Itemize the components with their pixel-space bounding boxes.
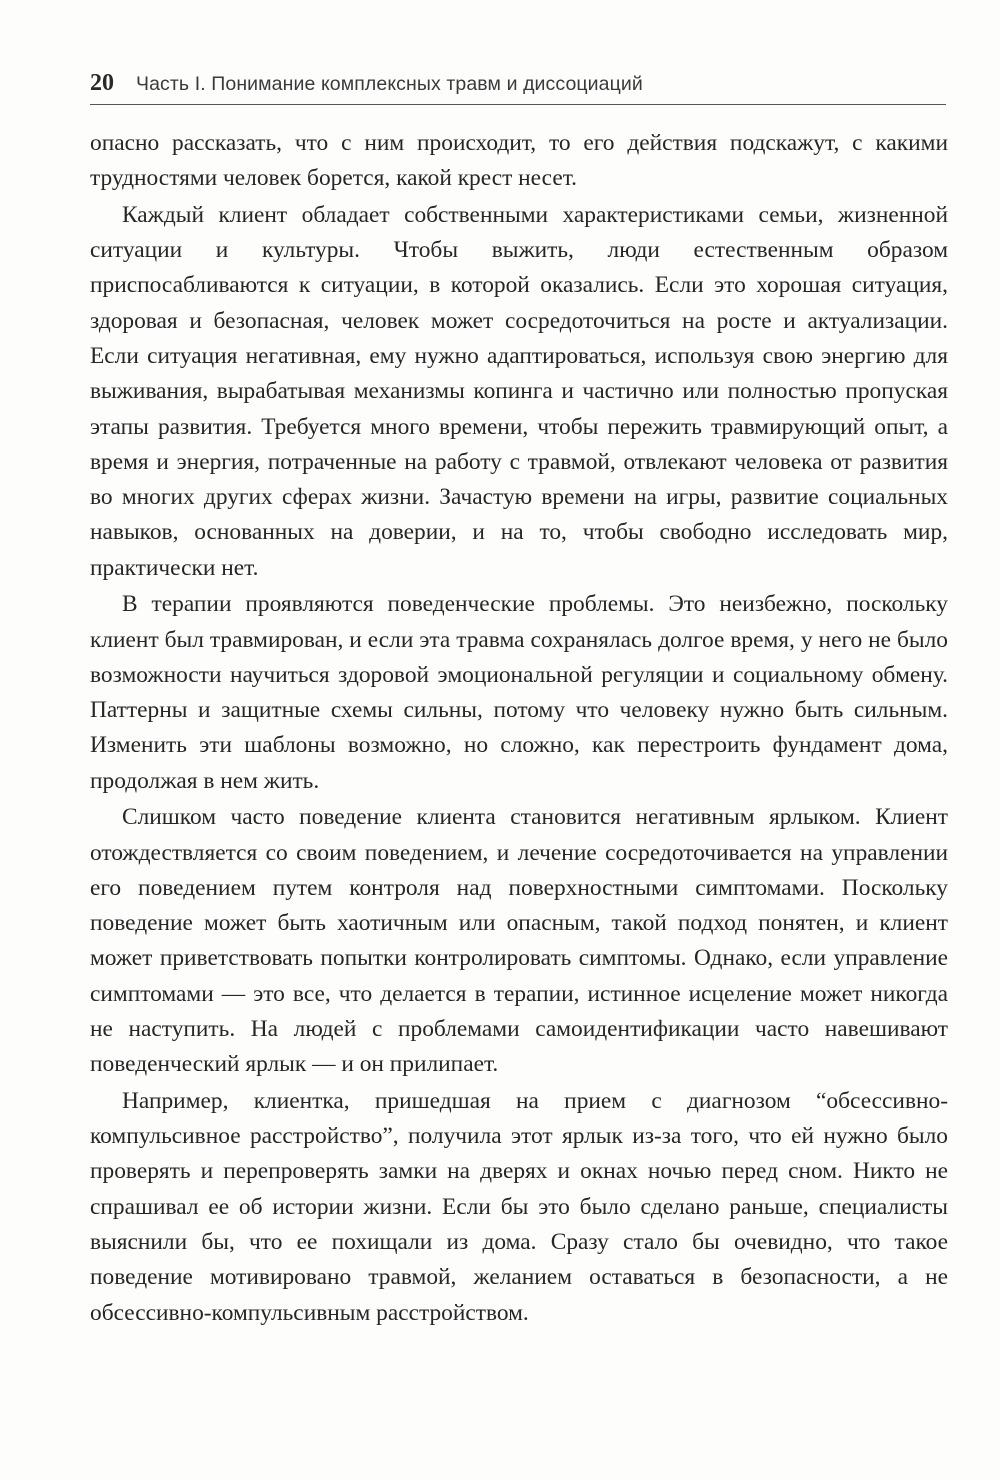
chapter-title: Часть I. Понимание комплексных травм и диссоциаций <box>136 73 643 95</box>
page-number: 20 <box>90 70 114 96</box>
paragraph: Например, клиентка, пришедшая на прием с диагнозом “обсессивно-компульсивное расстройство”, получила этот ярлык из-за того, что ей нужно было проверять и перепроверять замки на дверях и окнах ночью перед сном. Никто не спрашивал ее об истории жизни. Если бы это было сделано раньше, специалисты выяснили бы, что ее похищали из дома. Сразу стало бы очевидно, что такое поведение мотивировано травмой, желанием оставаться в безопасности, а не обсессивно-компульсивным расстройством. <box>90 1087 948 1326</box>
running-header <box>90 70 946 105</box>
paragraph: Каждый клиент обладает собственными характеристиками семьи, жизненной ситуации и культуры. Чтобы выжить, люди естественным образом приспосабливаются к ситуации, в которой оказались. Если это хорошая ситуация, здоровая и безопасная, человек может сосредоточиться на росте и актуализации. Если ситуация негативная, ему нужно адаптироваться, используя свою энергию для выживания, вырабатывая механизмы копинга и частично или полностью пропуская этапы развития. Требуется много времени, чтобы пережить травмирующий опыт, а время и энергия, потраченные на работу с травмой, отвлекают человека от развития во многих других сферах жизни. Зачастую времени на игры, развитие социальных навыков, основанных на доверии, и на то, чтобы свободно исследовать мир, практически нет. <box>90 201 948 581</box>
paragraph: Слишком часто поведение клиента становится негативным ярлыком. Клиент отождествляется со своим поведением, и лечение сосредоточивается на управлении его поведением путем контроля над поверхностными симптомами. Поскольку поведение может быть хаотичным или опасным, такой подход понятен, и клиент может приветствовать попытки контролировать симптомы. Однако, если управление симптомами — это все, что делается в терапии, истинное исцеление может никогда не наступить. На людей с проблемами самоидентификации часто навешивают поведенческий ярлык — и он прилипает. <box>90 804 948 1078</box>
paragraph-continued: опасно рассказать, что с ним происходит, то его действия подскажут, с какими трудностями человек борется, какой крест несет. <box>90 130 948 192</box>
body-text <box>90 126 948 1332</box>
paragraph: В терапии проявляются поведенческие проблемы. Это неизбежно, поскольку клиент был травмирован, и если эта травма сохранялась долгое время, у него не было возможности научиться здоровой эмоциональной регуляции и социальному обмену. Паттерны и защитные схемы сильны, потому что человеку нужно быть сильным. Изменить эти шаблоны возможно, но сложно, как перестроить фундамент дома, продолжая в нем жить. <box>90 591 948 794</box>
